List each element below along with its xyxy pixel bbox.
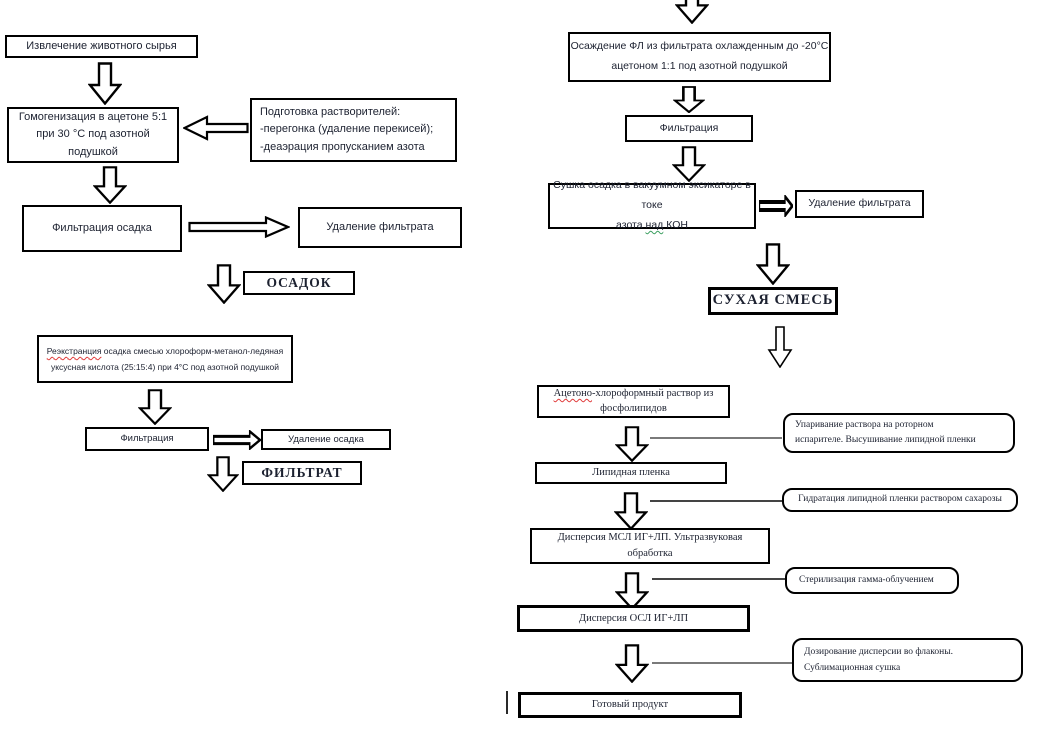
arrow-down-icon bbox=[767, 326, 793, 368]
node-lipid-film bbox=[535, 462, 727, 484]
node-text: Осаждение ФЛ из фильтрата охлажденным до -20°С bbox=[570, 40, 829, 53]
annotation-connector-line bbox=[650, 500, 782, 502]
node-text: Подготовка растворителей: bbox=[260, 105, 401, 118]
text-cursor bbox=[506, 691, 508, 714]
node-text: Сушка осадка в вакуумном эксикаторе в токе bbox=[553, 179, 751, 212]
node-text: при 30 °С под азотной bbox=[36, 128, 150, 141]
grammar-flagged-word: над bbox=[645, 218, 664, 231]
arrow-down-icon bbox=[207, 264, 241, 304]
arrow-down-icon bbox=[615, 426, 649, 462]
annotation-text: Гидратация липидной пленки раствором сахарозы bbox=[798, 494, 1002, 505]
arrow-down-icon bbox=[88, 62, 122, 105]
node-text: Фильтрация bbox=[120, 433, 174, 445]
node-text: СУХАЯ СМЕСЬ bbox=[712, 292, 834, 309]
node-text: Удаление фильтрата bbox=[808, 197, 911, 210]
annotation-hydration bbox=[782, 488, 1018, 512]
node-text: фосфолипидов bbox=[600, 402, 667, 414]
annotation-text: испарителе. Высушивание липидной пленки bbox=[795, 435, 976, 445]
node-text: Дисперсия МСЛ ИГ+ЛП. Ультразвуковая bbox=[557, 532, 743, 544]
node-drying bbox=[548, 179, 756, 231]
node-text: Фильтрация bbox=[659, 121, 719, 134]
node-reextraction bbox=[37, 335, 293, 383]
annotation-text: Упаривание раствора на роторном bbox=[795, 419, 934, 430]
node-final-product bbox=[518, 692, 742, 718]
node-text: Дисперсия ОСЛ ИГ+ЛП bbox=[578, 612, 689, 624]
annotation-text: Дозирование дисперсии во флаконы. bbox=[804, 646, 953, 657]
node-text: Реэкстранция осадка смесью хлороформ-метанол-ледяная bbox=[46, 345, 284, 356]
node-filtration-2 bbox=[85, 427, 209, 451]
node-filtration-right bbox=[625, 115, 753, 142]
node-text: Липидная пленка bbox=[592, 467, 670, 479]
node-text: Гомогенизация в ацетоне 5:1 bbox=[18, 111, 168, 124]
annotation-connector-line bbox=[652, 662, 792, 664]
node-text: Ацетоно-хлороформный раствор из bbox=[553, 387, 714, 399]
arrow-down-icon bbox=[675, 0, 709, 24]
arrow-down-icon bbox=[93, 166, 127, 204]
arrow-down-icon bbox=[756, 243, 790, 285]
node-text: обработка bbox=[627, 548, 673, 559]
node-homogenization bbox=[7, 107, 179, 163]
spellcheck-flagged-word: Ацетоно bbox=[553, 387, 593, 399]
node-precipitation bbox=[568, 32, 831, 82]
node-text: Удаление осадка bbox=[288, 433, 364, 445]
annotation-sterilization bbox=[785, 567, 959, 594]
arrow-down-icon bbox=[614, 492, 648, 530]
node-remove-filtrate-right bbox=[795, 190, 924, 218]
arrow-right-icon bbox=[188, 216, 290, 238]
node-text: азота над КОН bbox=[616, 218, 688, 231]
node-text: Готовый продукт bbox=[591, 699, 669, 711]
node-text: ФИЛЬТРАТ bbox=[261, 465, 343, 481]
node-remove-sediment bbox=[261, 429, 391, 450]
node-solvent-prep bbox=[250, 98, 457, 162]
arrow-down-icon bbox=[138, 389, 172, 425]
node-text: -деаэрация пропусканием азота bbox=[260, 140, 425, 153]
node-extraction bbox=[5, 35, 198, 58]
node-text: Извлечение животного сырья bbox=[26, 39, 177, 52]
node-filtration-sediment bbox=[22, 205, 182, 252]
node-sediment-label bbox=[243, 271, 355, 295]
node-dispersion-msl bbox=[530, 528, 770, 564]
node-acetone-solution bbox=[537, 385, 730, 418]
annotation-dosing bbox=[792, 638, 1023, 682]
spellcheck-flagged-word: Реэкстранция bbox=[46, 345, 102, 356]
arrow-down-icon bbox=[207, 456, 239, 492]
node-dispersion-osl bbox=[517, 605, 750, 632]
arrow-left-icon bbox=[183, 115, 249, 141]
node-text: -перегонка (удаление перекисей); bbox=[260, 123, 434, 136]
arrow-right-icon bbox=[759, 195, 793, 217]
node-dry-mix-label bbox=[708, 287, 838, 315]
annotation-evaporation bbox=[783, 413, 1015, 453]
arrow-right-icon bbox=[213, 430, 261, 450]
node-text: Удаление фильтрата bbox=[326, 220, 434, 233]
node-filtrate-label bbox=[242, 461, 362, 485]
node-text: ацетоном 1:1 под азотной подушкой bbox=[611, 60, 788, 72]
node-text: ОСАДОК bbox=[266, 275, 332, 291]
arrow-down-icon bbox=[615, 644, 649, 683]
annotation-connector-line bbox=[652, 578, 785, 580]
node-text: подушкой bbox=[68, 145, 118, 158]
arrow-down-icon bbox=[673, 86, 705, 113]
annotation-connector-line bbox=[650, 437, 782, 439]
node-remove-filtrate bbox=[298, 207, 462, 248]
node-text: Фильтрация осадка bbox=[52, 221, 152, 234]
annotation-text: Стерилизация гамма-облучением bbox=[799, 574, 934, 585]
node-text: уксусная кислота (25:15:4) при 4°С под азотной подушкой bbox=[50, 362, 280, 372]
annotation-text: Сублимационная сушка bbox=[804, 663, 901, 673]
